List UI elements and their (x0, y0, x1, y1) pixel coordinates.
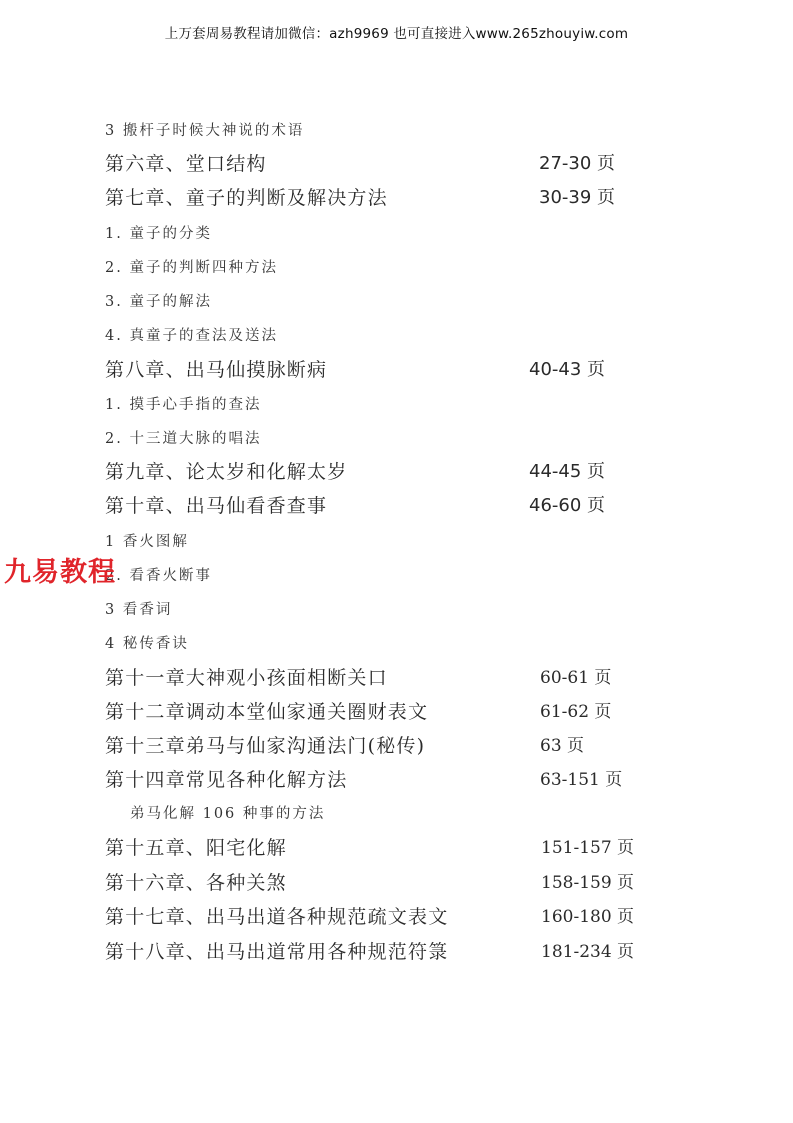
toc-chapter-title: 第十三章弟马与仙家沟通法门(秘传) (105, 735, 426, 757)
toc-subitem-title: 1. 摸手心手指的查法 (105, 397, 262, 413)
toc-page-range: 160-180 页 (541, 907, 635, 927)
toc-page-range: 61-62 页 (540, 702, 612, 722)
toc-subitem-title: 3. 童子的解法 (105, 294, 212, 310)
toc-page-range: 181-234 页 (541, 942, 635, 962)
watermark-logo: 九易教程 (4, 557, 116, 588)
toc-subitem-title: 1 香火图解 (105, 534, 189, 550)
toc-page-range: 27-30 页 (539, 153, 616, 174)
toc-chapter-title: 第十二章调动本堂仙家通关圈财表文 (105, 701, 429, 723)
toc-subitem-title: 1. 童子的分类 (105, 226, 212, 242)
toc-chapter-title: 第七章、童子的判断及解决方法 (105, 187, 388, 209)
toc-subitem-title: 弟马化解 106 种事的方法 (130, 806, 326, 822)
toc-page-range: 40-43 页 (529, 359, 606, 380)
toc-subitem-title: 2. 童子的判断四种方法 (105, 260, 278, 276)
toc-page-range: 158-159 页 (541, 873, 635, 893)
toc-chapter-title: 第十四章常见各种化解方法 (105, 769, 348, 791)
toc-chapter-title: 第十章、出马仙看香查事 (105, 495, 328, 517)
toc-subitem-title: 3 看香词 (105, 602, 173, 618)
toc-page-range: 151-157 页 (541, 838, 635, 858)
toc-subitem-title: 3 搬杆子时候大神说的术语 (105, 123, 305, 139)
toc-chapter-title: 第九章、论太岁和化解太岁 (105, 461, 348, 483)
toc-page-range: 63 页 (540, 736, 585, 756)
toc-page-range: 30-39 页 (539, 187, 616, 208)
toc-chapter-title: 第十七章、出马出道各种规范疏文表文 (105, 906, 449, 928)
toc-chapter-title: 第八章、出马仙摸脉断病 (105, 359, 328, 381)
toc-chapter-title: 第十五章、阳宅化解 (105, 837, 287, 859)
page-header-banner: 上万套周易教程请加微信：azh9969 也可直接进入www.265zhouyiw.com (164, 26, 629, 42)
toc-subitem-title: 2. 十三道大脉的唱法 (105, 431, 262, 447)
toc-page-range: 60-61 页 (540, 668, 612, 688)
toc-page-range: 46-60 页 (529, 495, 606, 516)
toc-chapter-title: 第十一章大神观小孩面相断关口 (105, 667, 388, 689)
toc-subitem-title: 4. 真童子的查法及送法 (105, 328, 278, 344)
toc-chapter-title: 第六章、堂口结构 (105, 153, 267, 175)
toc-subitem-title: 2. 看香火断事 (105, 568, 212, 584)
toc-chapter-title: 第十六章、各种关煞 (105, 872, 287, 894)
toc-page-range: 44-45 页 (529, 461, 606, 482)
toc-subitem-title: 4 秘传香诀 (105, 636, 189, 652)
toc-page-range: 63-151 页 (540, 770, 623, 790)
toc-chapter-title: 第十八章、出马出道常用各种规范符箓 (105, 941, 449, 963)
